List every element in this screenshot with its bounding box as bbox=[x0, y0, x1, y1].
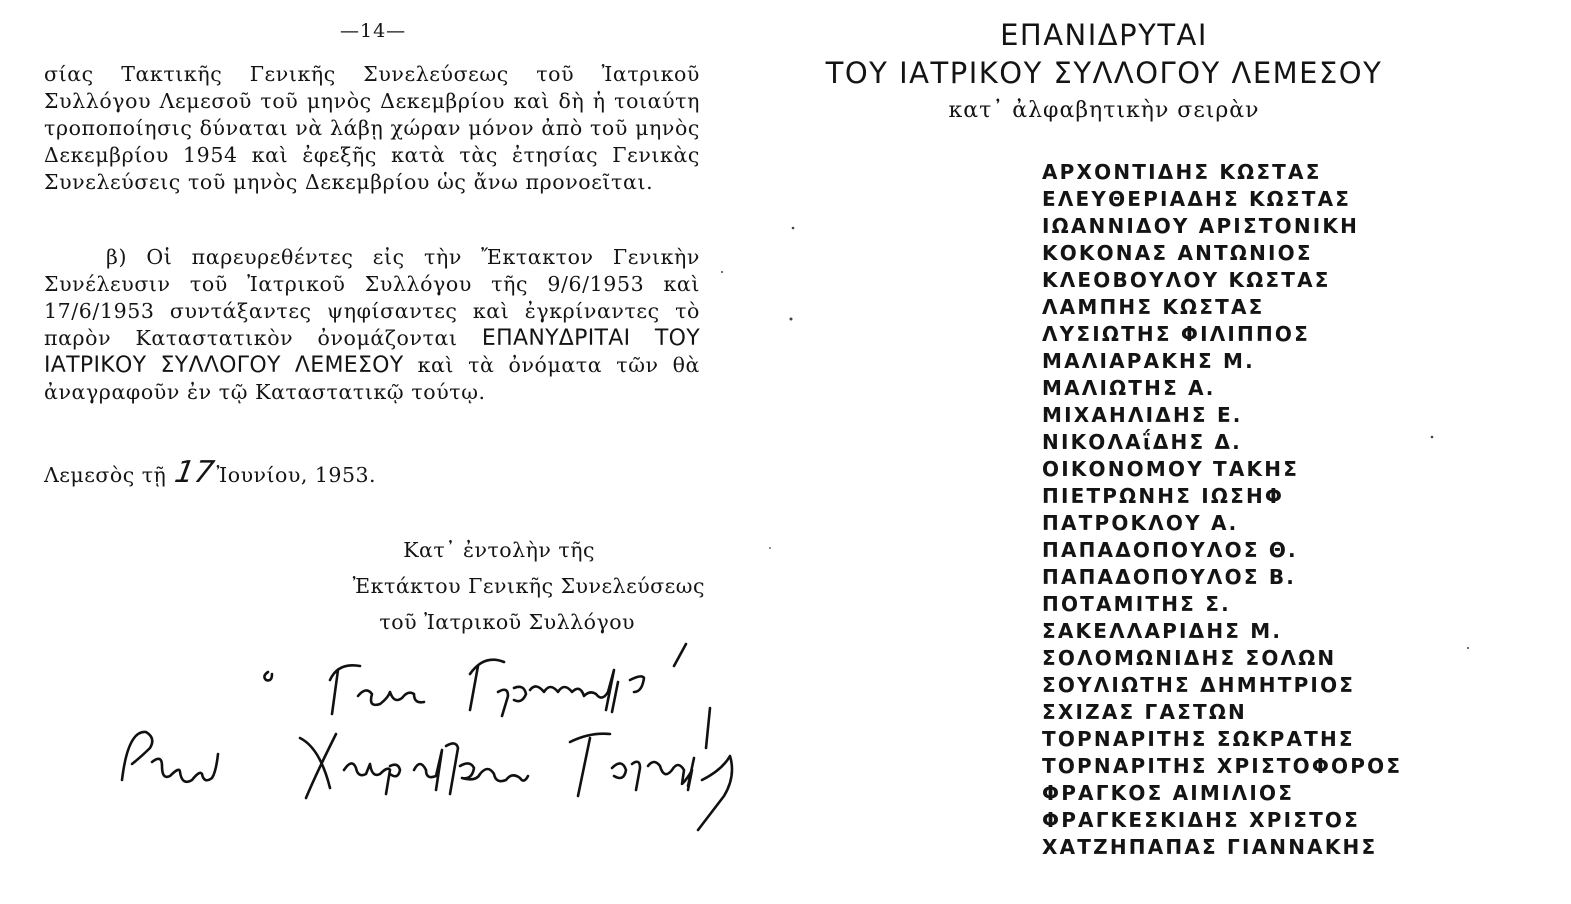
date-prefix: Λεμεσὸς τῇ bbox=[44, 463, 167, 487]
page-number: —14— bbox=[340, 20, 407, 42]
member-name: ΣΧΙΖΑΣ ΓΑΣΤΩΝ bbox=[1042, 700, 1247, 724]
member-name: ΠΙΕΤΡΩΝΗΣ ΙΩΣΗΦ bbox=[1042, 484, 1285, 508]
paragraph-2-caps: ΕΠΑΝΥΔΡΙΤΑΙ ΤΟΥ ΙΑΤΡΙΚΟΥ ΣΥΛΛΟΓΟΥ ΛΕΜΕΣΟΥ bbox=[44, 326, 700, 378]
member-name: ΑΡΧΟΝΤΙΔΗΣ ΚΩΣΤΑΣ bbox=[1042, 160, 1322, 184]
member-name: ΣΟΥΛΙΩΤΗΣ ΔΗΜΗΤΡΙΟΣ bbox=[1042, 673, 1356, 697]
member-name: ΛΥΣΙΩΤΗΣ ΦΙΛΙΠΠΟΣ bbox=[1042, 322, 1310, 346]
member-name: ΤΟΡΝΑΡΙΤΗΣ ΧΡΙΣΤΟΦΟΡΟΣ bbox=[1042, 754, 1403, 778]
member-name: ΣΟΛΟΜΩΝΙΔΗΣ ΣΟΛΩΝ bbox=[1042, 646, 1337, 670]
member-name: ΚΛΕΟΒΟΥΛΟΥ ΚΩΣΤΑΣ bbox=[1042, 268, 1331, 292]
order-line-3: τοῦ Ἰατρικοῦ Συλλόγου bbox=[379, 610, 635, 634]
member-name: ΦΡΑΓΚΕΣΚΙΔΗΣ ΧΡΙΣΤΟΣ bbox=[1042, 808, 1360, 832]
member-name: ΜΑΛΙΩΤΗΣ Α. bbox=[1042, 376, 1216, 400]
paragraph-1: σίας Τακτικῆς Γενικῆς Συνελεύσεως τοῦ Ἰατρικοῦ Συλλόγου Λεμεσοῦ τοῦ μηνὸς Δεκεμβρίου καὶ δὴ ἡ τοιαύτη τροποποίησις δύναται νὰ λάβῃ χώραν μόνον ἀπὸ τοῦ μηνὸς Δεκεμβρίου 1954 καὶ ἐφεξῆς κατὰ τὰς ἐτησίας Γενικὰς Συνελεύσεις τοῦ μηνὸς Δεκεμβρίου ὡς ἄνω προνοεῖται. bbox=[44, 62, 700, 194]
member-name: ΚΟΚΟΝΑΣ ΑΝΤΩΝΙΟΣ bbox=[1042, 241, 1313, 265]
member-name: ΠΟΤΑΜΙΤΗΣ Σ. bbox=[1042, 592, 1231, 616]
title-line-1: ΕΠΑΝΙΔΡΥΤΑΙ bbox=[1000, 18, 1208, 52]
order-line-1: Κατ᾽ ἐντολὴν τῆς bbox=[403, 538, 595, 562]
member-name: ΠΑΠΑΔΟΠΟΥΛΟΣ Θ. bbox=[1042, 538, 1298, 562]
date-day-handwritten: 17 bbox=[172, 455, 218, 490]
member-name: ΜΑΛΙΑΡΑΚΗΣ Μ. bbox=[1042, 349, 1255, 373]
member-name: ΠΑΤΡΟΚΛΟΥ Α. bbox=[1042, 511, 1239, 535]
member-name: ΠΑΠΑΔΟΠΟΥΛΟΣ Β. bbox=[1042, 565, 1297, 589]
paragraph-2-end: καὶ τὰ ὀνόματα τῶν θὰ ἀναγραφοῦν ἐν τῷ Καταστατικῷ τούτῳ. bbox=[44, 353, 701, 404]
member-name: ΝΙΚΟΛΑΐΔΗΣ Δ. bbox=[1042, 430, 1242, 454]
member-name: ΙΩΑΝΝΙΔΟΥ ΑΡΙΣΤΟΝΙΚΗ bbox=[1042, 214, 1360, 238]
member-name: ΧΑΤΖΗΠΑΠΑΣ ΓΙΑΝΝΑΚΗΣ bbox=[1042, 835, 1378, 859]
member-name: ΦΡΑΓΚΟΣ ΑΙΜΙΛΙΟΣ bbox=[1042, 781, 1295, 805]
member-name: ΣΑΚΕΛΛΑΡΙΔΗΣ Μ. bbox=[1042, 619, 1283, 643]
date-suffix: Ἰουνίου, 1953. bbox=[216, 463, 377, 487]
member-name: ΤΟΡΝΑΡΙΤΗΣ ΣΩΚΡΑΤΗΣ bbox=[1042, 727, 1355, 751]
member-name: ΕΛΕΥΘΕΡΙΑΔΗΣ ΚΩΣΤΑΣ bbox=[1042, 187, 1352, 211]
paragraph-2-start: β) Οἱ παρευρεθέντες εἰς τὴν Ἔκτακτον Γενικὴν Συνέλευσιν τοῦ Ἰατρικοῦ Συλλόγου τῆς 9/6/1953 καὶ 17/6/1953 συντάξαντες ψηφίσαντες καὶ ἐγκρίναντες τὸ παρὸν Καταστατικὸν ὀνομάζονται bbox=[44, 245, 700, 350]
member-name: ΟΙΚΟΝΟΜΟΥ ΤΑΚΗΣ bbox=[1042, 457, 1300, 481]
title-line-2: ΤΟΥ ΙΑΤΡΙΚΟΥ ΣΥΛΛΟΓΟΥ ΛΕΜΕΣΟΥ bbox=[825, 56, 1383, 90]
member-name: ΛΑΜΠΗΣ ΚΩΣΤΑΣ bbox=[1042, 295, 1265, 319]
member-name: ΜΙΧΑΗΛΙΔΗΣ Ε. bbox=[1042, 403, 1243, 427]
subtitle: κατ᾽ ἀλφαβητικὴν σειρὰν bbox=[948, 98, 1260, 123]
order-line-2: Ἐκτάκτου Γενικῆς Συνελεύσεως bbox=[352, 574, 705, 598]
